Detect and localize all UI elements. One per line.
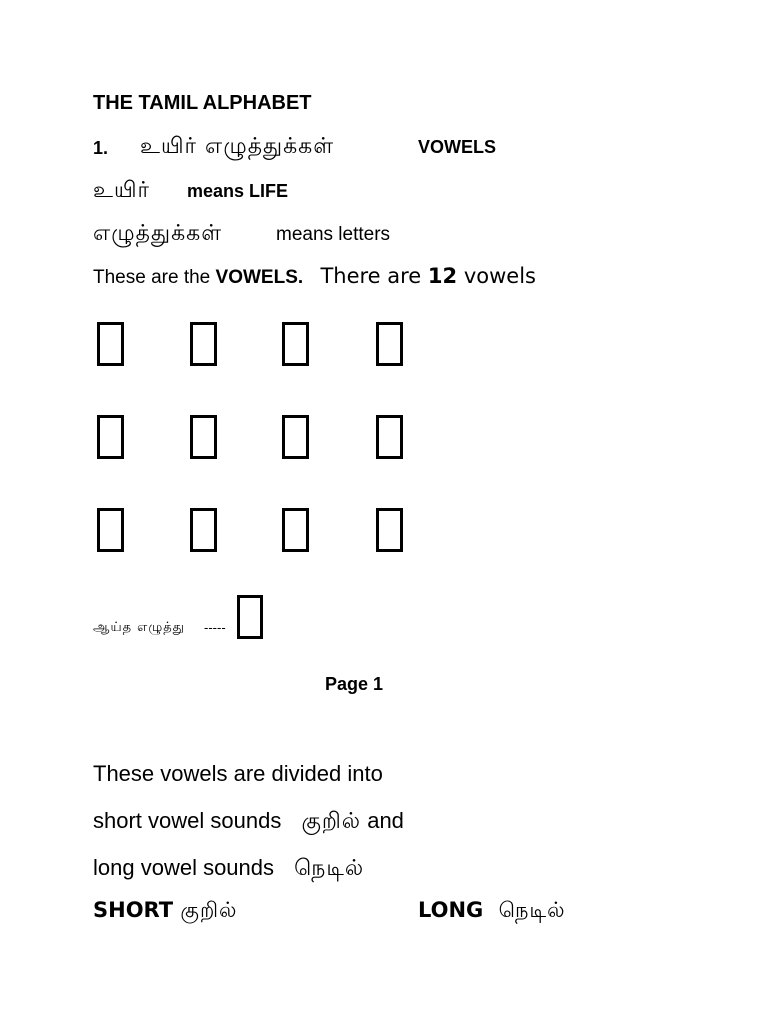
vowels-count-text [320, 264, 536, 288]
vowel-glyph-oo [282, 508, 309, 552]
short-vowel-and: and [367, 808, 404, 833]
vowel-glyph-a [97, 322, 124, 366]
vowels-intro-text: These are the [93, 267, 211, 288]
vowels-count-number: 12 [427, 264, 458, 288]
vowels-count-post: vowels [463, 264, 536, 288]
section-english-heading: VOWELS [418, 137, 497, 157]
divided-text: These vowels are divided into [93, 761, 383, 786]
vowel-glyph-aa [190, 322, 217, 366]
short-vowel-text: short vowel sounds [93, 808, 282, 833]
long-header-tamil: நெடில் [498, 898, 566, 922]
vowel-glyph-e [282, 415, 309, 459]
long-header [418, 900, 566, 921]
aytham-glyph [237, 595, 263, 639]
vowel-glyph-ee [376, 415, 403, 459]
short-header [93, 900, 237, 921]
aytham-label: ஆய்த எழுத்து [93, 620, 185, 635]
long-vowel-tamil: நெடில் [294, 856, 365, 881]
vowels-intro-bold: VOWELS. [215, 267, 304, 288]
vowel-glyph-i [282, 322, 309, 366]
long-header-label: LONG [418, 898, 484, 922]
short-vowel-tamil: குறில் [301, 809, 362, 834]
short-header-tamil: குறில் [180, 898, 238, 922]
vowel-glyph-uu [190, 415, 217, 459]
long-vowel-text: long vowel sounds [93, 855, 275, 880]
vowel-glyph-au [376, 508, 403, 552]
vowels-count-pre: There are [320, 264, 422, 288]
vowel-glyph-u [97, 415, 124, 459]
uyir-meaning: means LIFE [187, 181, 289, 201]
vowel-glyph-o [190, 508, 217, 552]
vowel-glyph-ii [376, 322, 403, 366]
short-header-label: SHORT [93, 898, 174, 922]
document-title: THE TAMIL ALPHABET [93, 92, 312, 114]
page-number-label: Page 1 [325, 674, 384, 694]
aytham-dashes: ----- [204, 620, 226, 635]
section-number: 1. [93, 138, 109, 158]
vowel-glyph-ai [97, 508, 124, 552]
long-vowel-line [93, 857, 364, 880]
vowels-intro-line [93, 266, 536, 287]
short-vowel-line [93, 810, 404, 833]
ezhuthu-tamil-word: எழுத்துக்கள் [93, 221, 223, 246]
ezhuthu-meaning: means letters [276, 224, 391, 245]
uyir-tamil-word: உயிர் [93, 178, 151, 203]
section-tamil-heading: உயிர் எழுத்துக்கள் [140, 134, 335, 159]
